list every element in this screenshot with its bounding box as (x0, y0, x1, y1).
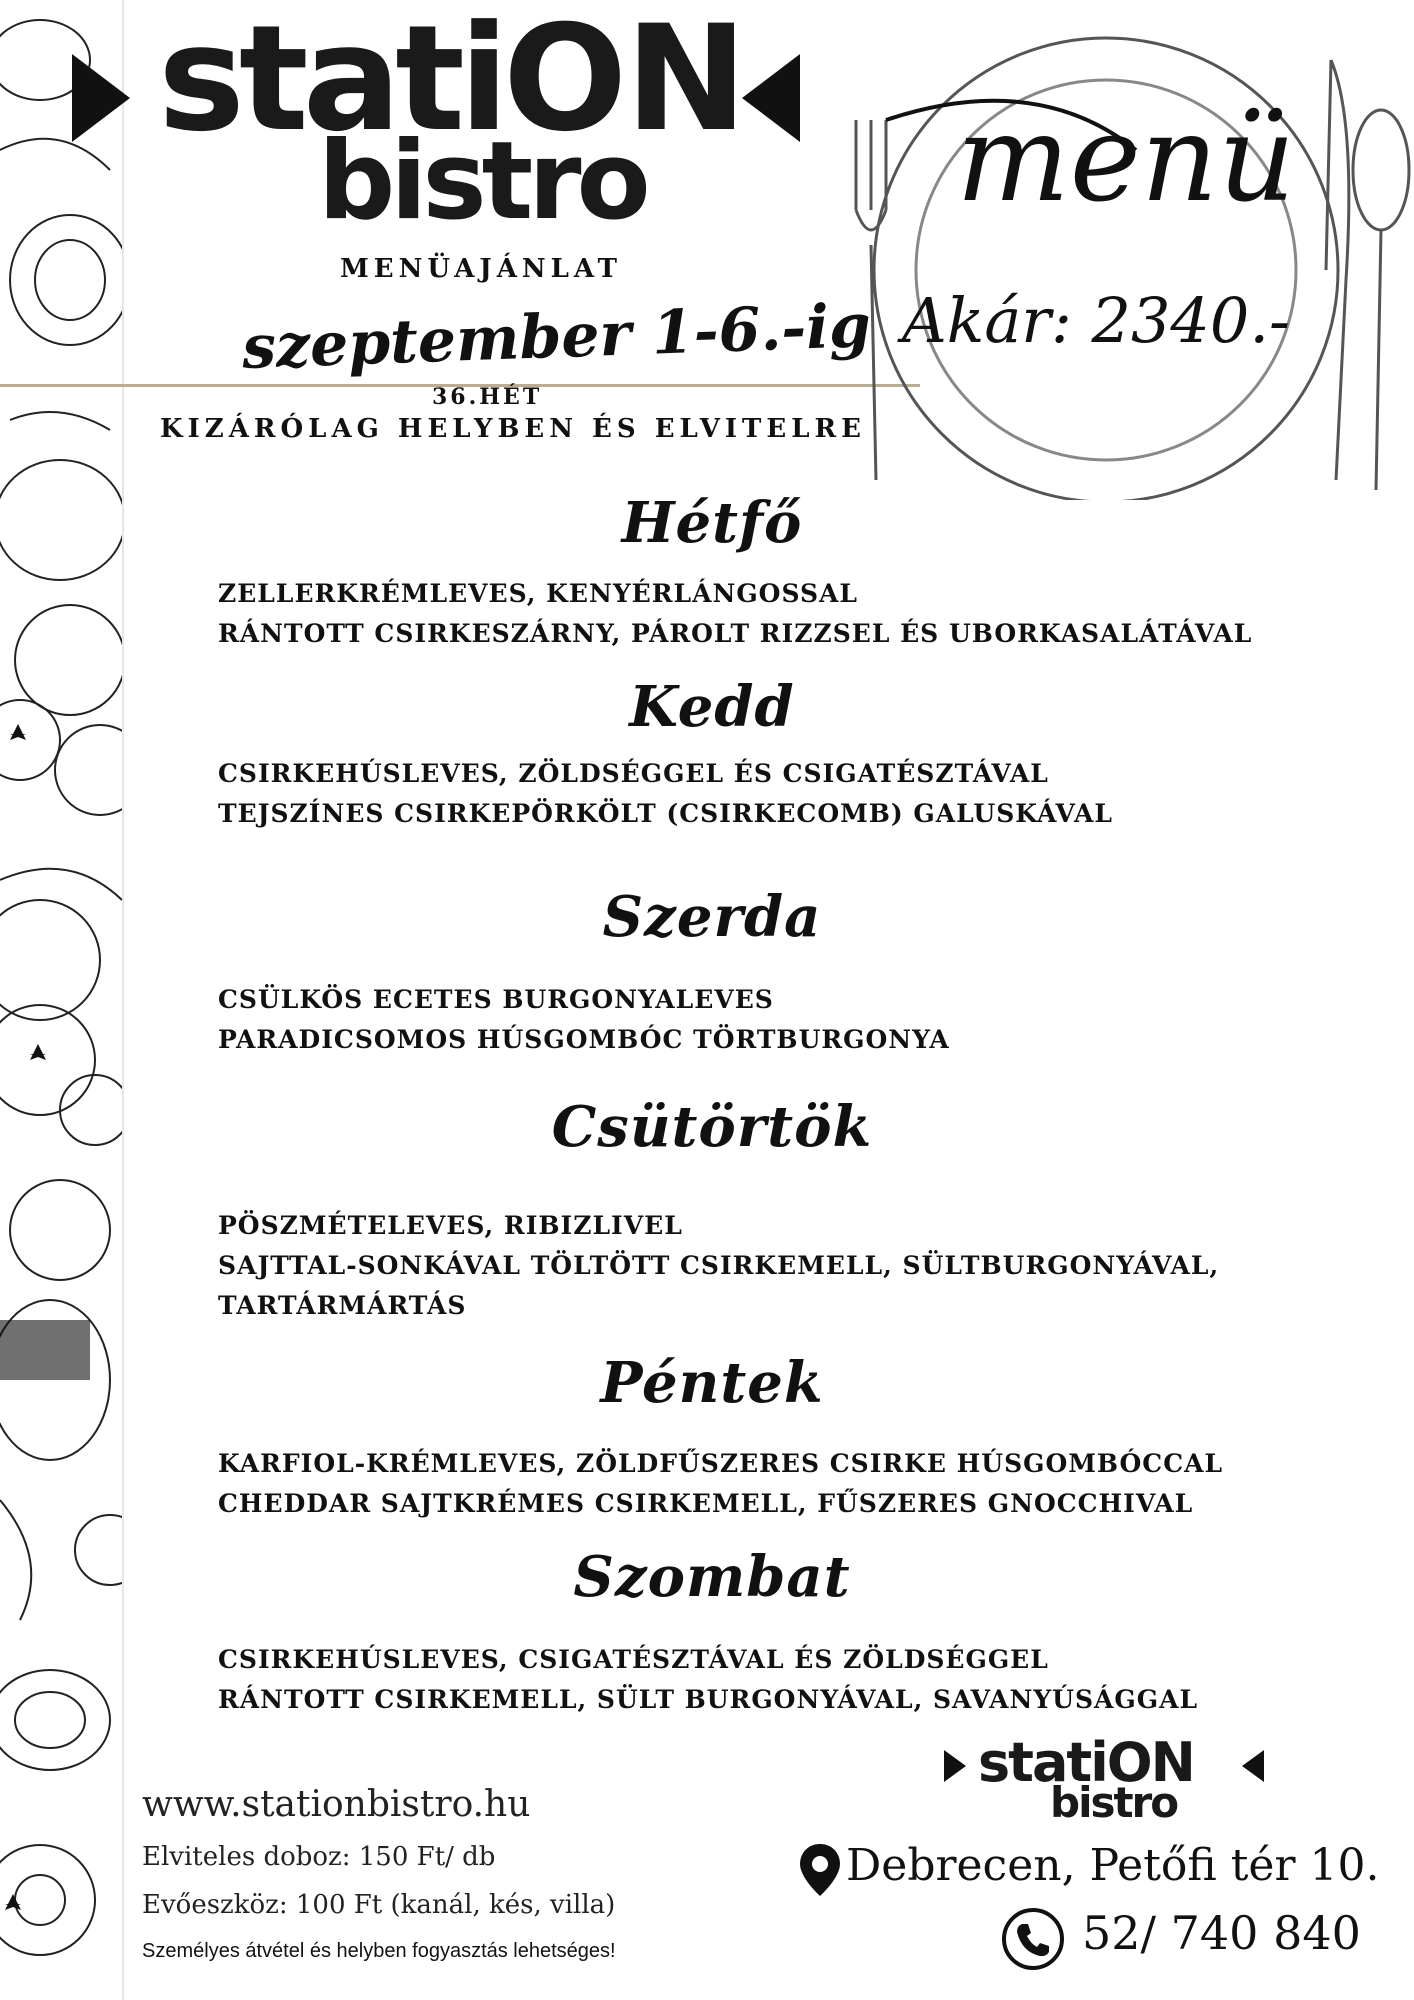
day-heading: Kedd (629, 674, 795, 740)
menu-item: ZELLERKRÉMLEVES, KENYÉRLÁNGOSSAL (218, 579, 858, 608)
map-pin-icon (798, 1842, 842, 1898)
day-heading: Péntek (600, 1350, 824, 1416)
menu-item: SAJTTAL-SONKÁVAL TÖLTÖTT CSIRKEMELL, SÜLTBURGONYÁVAL, (218, 1251, 1220, 1280)
plate-menu-title: menü (956, 90, 1296, 229)
menu-item: CSIRKEHÚSLEVES, CSIGATÉSZTÁVAL ÉS ZÖLDSÉGGEL (218, 1645, 1049, 1674)
menu-subtitle: MENÜAJÁNLAT (340, 254, 623, 284)
play-left-icon (1242, 1750, 1264, 1782)
menu-item: CSIRKEHÚSLEVES, ZÖLDSÉGGEL ÉS CSIGATÉSZTÁVAL (218, 759, 1049, 788)
plate-price: Akár: 2340.- (902, 284, 1290, 357)
pickup-note: Személyes átvétel és helyben fogyasztás lehetséges! (142, 1940, 616, 1962)
phone-number[interactable]: 52/ 740 840 (1082, 1906, 1361, 1960)
logo-station-text: statiON (978, 1731, 1194, 1794)
logo-bistro-text: bistro (318, 119, 646, 244)
service-note: KIZÁRÓLAG HELYBEN ÉS ELVITELRE (160, 414, 866, 444)
food-illustration-strip (0, 0, 124, 2000)
menu-item: TARTÁRMÁRTÁS (218, 1291, 467, 1320)
date-range: szeptember 1-6.-ig (240, 291, 872, 383)
day-heading: Szerda (602, 884, 822, 950)
address-text: Debrecen, Petőfi tér 10. (846, 1840, 1380, 1891)
menu-item: RÁNTOTT CSIRKEMELL, SÜLT BURGONYÁVAL, SAVANYÚSÁGGAL (218, 1685, 1199, 1714)
food-illustration-icon (0, 0, 122, 2000)
play-left-icon (742, 54, 800, 142)
menu-item: PÖSZMÉTELEVES, RIBIZLIVEL (218, 1211, 683, 1240)
menu-item: RÁNTOTT CSIRKESZÁRNY, PÁROLT RIZZSEL ÉS UBORKASALÁTÁVAL (218, 619, 1253, 648)
day-heading: Csütörtök (551, 1094, 873, 1160)
week-label: 36.HÉT (432, 384, 543, 410)
logo-station-text: statiON (158, 0, 746, 164)
footer-logo (942, 1731, 1282, 1836)
logo-bistro-text: bistro (1050, 1778, 1178, 1827)
phone-icon[interactable] (1000, 1906, 1066, 1972)
plate-illustration (836, 20, 1414, 500)
menu-item: CSÜLKÖS ECETES BURGONYALEVES (218, 985, 774, 1014)
cutlery-fee: Evőeszköz: 100 Ft (kanál, kés, villa) (142, 1890, 616, 1920)
play-right-icon (72, 54, 130, 142)
day-heading: Szombat (573, 1544, 851, 1610)
play-right-icon (944, 1750, 966, 1782)
menu-item: KARFIOL-KRÉMLEVES, ZÖLDFŰSZERES CSIRKE HÚSGOMBÓCCAL (218, 1449, 1224, 1478)
menu-item: CHEDDAR SAJTKRÉMES CSIRKEMELL, FŰSZERES GNOCCHIVAL (218, 1489, 1194, 1518)
day-heading: Hétfő (621, 490, 803, 556)
menu-item: PARADICSOMOS HÚSGOMBÓC TÖRTBURGONYA (218, 1025, 950, 1054)
menu-item: TEJSZÍNES CSIRKEPÖRKÖLT (CSIRKECOMB) GALUSKÁVAL (218, 799, 1113, 828)
website-link[interactable]: www.stationbistro.hu (142, 1784, 531, 1825)
header-logo (70, 0, 830, 244)
box-fee: Elviteles doboz: 150 Ft/ db (142, 1842, 496, 1872)
